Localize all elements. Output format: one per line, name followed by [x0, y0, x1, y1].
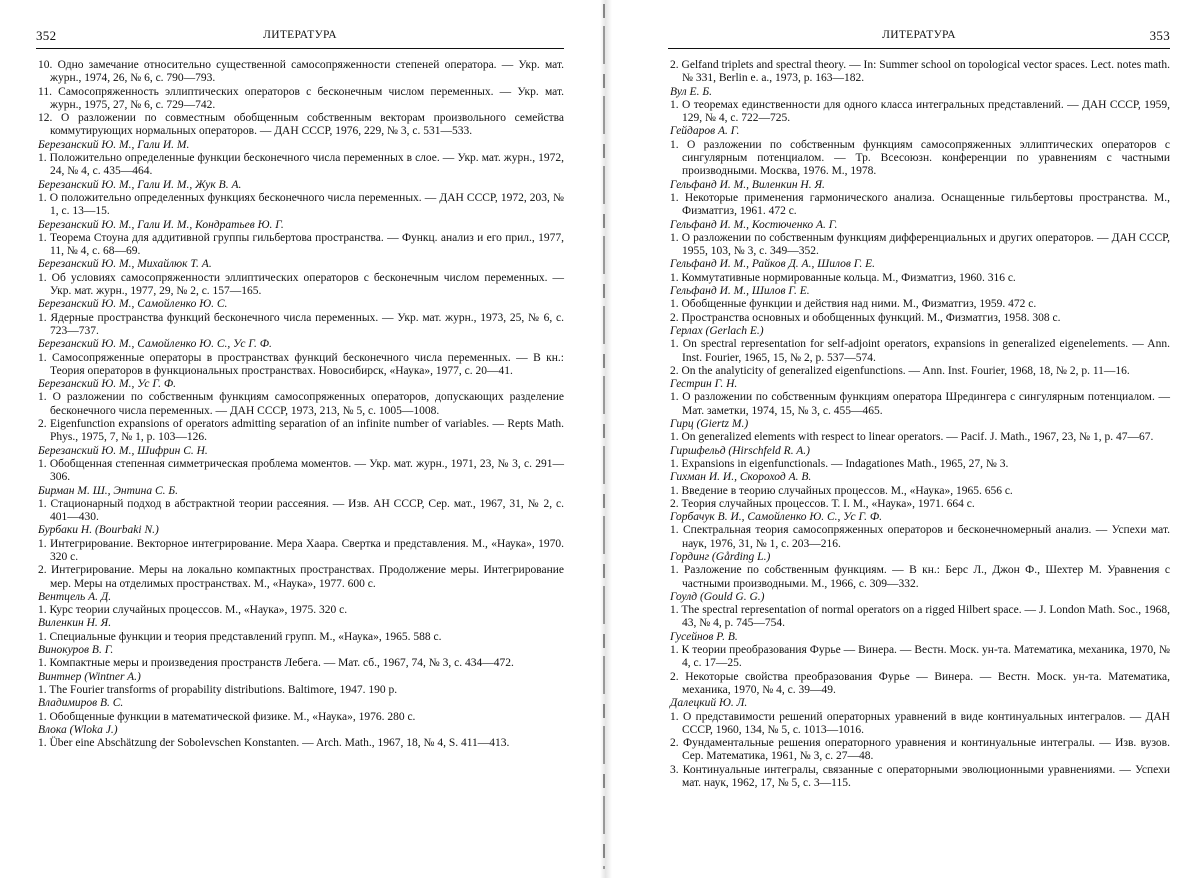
- reference-entry: 1. Спектральная теория самосопряженных операторов и бесконечномерный анализ. — Успехи мат. наук, 1976, 31, № 1, с. 203—216.: [670, 524, 1170, 550]
- reference-entry: 1. Курс теории случайных процессов. М., «Наука», 1975. 320 с.: [38, 604, 348, 617]
- author-heading: Вентцель А. Д.: [38, 590, 112, 603]
- author-heading: Влока (Wloka J.): [38, 723, 118, 736]
- author-heading: Березанский Ю. М., Шифрин С. Н.: [38, 444, 208, 457]
- author-heading: Горбачук В. И., Самойленко Ю. С., Ус Г. Ф.: [670, 511, 883, 524]
- author-heading: Бирман М. Ш., Энтина С. Б.: [38, 484, 179, 497]
- author-heading: Гихман И. И., Скороход А. В.: [670, 471, 812, 484]
- author-heading: Бурбаки Н. (Bourbaki N.): [38, 524, 159, 537]
- author-heading: Гестрин Г. Н.: [670, 378, 738, 391]
- author-heading: Владимиров В. С.: [38, 697, 124, 710]
- page-header: [36, 26, 564, 49]
- reference-entry: 2. Фундаментальные решения операторного уравнения и континуальные интегралы. — Изв. вузов. Сер. Математика, 1961, № 3, с. 27—48.: [670, 737, 1170, 763]
- reference-entry: 1. Некоторые применения гармонического анализа. Оснащенные гильбертовы пространства. М., Физматгиз, 1961. 472 с.: [670, 191, 1170, 218]
- author-heading: Гординг (Gårding L.): [670, 550, 771, 563]
- author-heading: Гельфанд И. М., Виленкин Н. Я.: [670, 178, 825, 191]
- reference-entry: 1. Ядерные пространства функций бесконечного числа переменных. — Укр. мат. журн., 1973, 25, № 6, с. 723—737.: [38, 311, 564, 337]
- reference-entry: 1. Специальные функции и теория представлений групп. М., «Наука», 1965. 588 с.: [38, 630, 442, 643]
- reference-entry: 1. Теорема Стоуна для аддитивной группы гильбертова пространства. — Функц. анализ и его прил., 1977, 11, № 4, с. 68—69.: [38, 231, 564, 258]
- author-heading: Виленкин Н. Я.: [38, 617, 112, 630]
- reference-entry: 1. Введение в теорию случайных процессов. М., «Наука», 1965. 656 с.: [670, 484, 1013, 497]
- reference-entry: 2. Теория случайных процессов. Т. I. М., «Наука», 1971. 664 с.: [670, 497, 975, 510]
- bibliography-list: [668, 59, 1170, 790]
- reference-entry: 1. On spectral representation for self-adjoint operators, expansions in generalized eigenelements. — Ann. Inst. Fourier, 1965, 15, № 2, p. 537—574.: [670, 338, 1170, 364]
- author-heading: Гиршфельд (Hirschfeld R. A.): [670, 444, 810, 457]
- author-heading: Гельфанд И. М., Шилов Г. Е.: [670, 285, 810, 298]
- reference-entry: 1. О разложении по собственным функциям дифференциальных и других операторов. — ДАН СССР, 1955, 103, № 3, с. 349—352.: [670, 231, 1170, 258]
- bibliography-list: [36, 59, 564, 750]
- reference-entry: 1. Самосопряженные операторы в пространствах функций бесконечного числа переменных. — В кн.: Теория операторов в функциональных пространствах. Новосибирск, «Наука», 1977, с. 20—41.: [38, 351, 564, 377]
- page-number: 353: [1149, 28, 1170, 43]
- reference-entry: 1. О разложении по собственным функциям самосопряженных эллиптических операторов с сингулярным потенциалом. — Тр. Всесоюзн. конференции по уравнениям с частными производными. Москва, 1976. М., 1978.: [670, 138, 1170, 178]
- reference-entry: 1. Обобщенная степенная симметрическая проблема моментов. — Укр. мат. журн., 1971, 23, № 3, с. 291—306.: [38, 457, 564, 484]
- reference-entry: 1. О представимости решений операторных уравнений в виде континуальных интегралов. — ДАН СССР, 1960, 134, № 5, с. 1013—1016.: [670, 710, 1170, 736]
- running-title: ЛИТЕРАТУРА: [882, 29, 956, 41]
- author-heading: Далецкий Ю. Л.: [670, 697, 748, 710]
- author-heading: Гельфанд И. М., Костюченко А. Г.: [670, 218, 838, 231]
- right-page: [600, 0, 1200, 878]
- reference-entry: 1. О теоремах единственности для одного класса интегральных представлений. — ДАН СССР, 1959, 129, № 4, с. 722—725.: [670, 98, 1170, 125]
- reference-entry: 1. Об условиях самосопряженности эллиптических операторов с бесконечным числом переменных. — Укр. мат. журн., 1977, 29, № 2, с. 157—165.: [38, 271, 564, 298]
- reference-entry: 1. The spectral representation of normal operators on a rigged Hilbert space. — J. London Math. Soc., 1968, 43, № 4, p. 745—754.: [670, 604, 1170, 630]
- page-number: 352: [36, 28, 57, 43]
- author-heading: Герлах (Gerlach E.): [670, 324, 764, 337]
- author-heading: Гоулд (Gould G. G.): [670, 590, 765, 603]
- reference-entry: 1. On generalized elements with respect to linear operators. — Pacif. J. Math., 1967, 23, № 1, p. 47—67.: [670, 431, 1154, 444]
- reference-entry: 1. Обобщенные функции и действия над ними. М., Физматгиз, 1959. 472 с.: [670, 298, 1037, 311]
- author-heading: Винокуров В. Г.: [38, 644, 114, 657]
- reference-entry: 1. О разложении по собственным функциям самосопряженных операторов, допускающих разделение бесконечного числа переменных. — ДАН СССР, 1973, 213, № 5, с. 1005—1008.: [38, 391, 564, 417]
- author-heading: Березанский Ю. М., Самойленко Ю. С.: [38, 298, 228, 311]
- author-heading: Вул Е. Б.: [670, 85, 712, 98]
- running-title: ЛИТЕРАТУРА: [263, 29, 337, 41]
- reference-entry: 2. Некоторые свойства преобразования Фурье — Винера. — Вестн. Моск. ун-та. Математика, механика, 1970, № 4, с. 39—49.: [670, 670, 1170, 696]
- reference-entry: 1. К теории преобразования Фурье — Винера. — Вестн. Моск. ун-та. Математика, механика, 1970, № 4, с. 17—25.: [670, 644, 1170, 670]
- author-heading: Березанский Ю. М., Гали И. М., Жук В. А.: [38, 178, 242, 191]
- reference-entry: 1. О разложении по собственным функциям оператора Шредингера с сингулярным потенциалом. — Мат. заметки, 1974, 15, № 3, с. 455—465.: [670, 391, 1170, 417]
- reference-entry: 1. Интегрирование. Векторное интегрирование. Мера Хаара. Свертка и представления. М., «Наука», 1970. 320 с.: [38, 537, 564, 563]
- reference-entry: 2. Пространства основных и обобщенных функций. М., Физматгиз, 1958. 308 с.: [670, 311, 1061, 324]
- author-heading: Гусейнов Р. В.: [670, 630, 738, 643]
- reference-entry: 11. Самосопряженность эллиптических операторов с бесконечным числом переменных. — Укр. мат. журн., 1975, 27, № 6, с. 729—742.: [38, 85, 564, 111]
- author-heading: Березанский Ю. М., Михайлюк Т. А.: [38, 258, 212, 271]
- reference-entry: 2. Интегрирование. Меры на локально компактных пространствах. Продолжение меры. Интегрирование мер. Меры на отделимых пространствах. М., «Наука», 1977. 600 с.: [38, 564, 564, 590]
- author-heading: Березанский Ю. М., Ус Г. Ф.: [38, 378, 176, 391]
- reference-entry: 12. О разложении по совместным обобщенным собственным векторам произвольного семейства коммутирующих нормальных операторов. — ДАН СССР, 1976, 229, № 3, с. 531—533.: [38, 112, 564, 138]
- author-heading: Винтнер (Wintner A.): [38, 670, 141, 683]
- reference-entry: 2. On the analyticity of generalized eigenfunctions. — Ann. Inst. Fourier, 1968, 18, № 2, p. 11—16.: [670, 364, 1130, 377]
- reference-entry: 1. Стационарный подход в абстрактной теории рассеяния. — Изв. АН СССР, Сер. мат., 1967, 31, № 2, с. 401—430.: [38, 497, 564, 524]
- author-heading: Березанский Ю. М., Гали И. М.: [38, 138, 190, 151]
- reference-entry: 10. Одно замечание относительно существенной самосопряженности степеней оператора. — Укр. мат. журн., 1974, 26, № 6, с. 790—793.: [38, 59, 564, 85]
- author-heading: Березанский Ю. М., Самойленко Ю. С., Ус Г. Ф.: [38, 338, 272, 351]
- reference-entry: 1. The Fourier transforms of propability distributions. Baltimore, 1947. 190 p.: [38, 683, 398, 696]
- reference-entry: 1. О положительно определенных функциях бесконечного числа переменных. — ДАН СССР, 1972, 203, № 1, с. 13—15.: [38, 191, 564, 218]
- reference-entry: 1. Über eine Abschätzung der Sobolevschen Konstanten. — Arch. Math., 1967, 18, № 4, S. 411—413.: [38, 737, 510, 750]
- reference-entry: 3. Континуальные интегралы, связанные с операторными эволюционными уравнениями. — Успехи мат. наук, 1962, 17, № 5, с. 3—115.: [670, 763, 1170, 790]
- author-heading: Гейдаров А. Г.: [670, 125, 740, 138]
- author-heading: Березанский Ю. М., Гали И. М., Кондратьев Ю. Г.: [38, 218, 284, 231]
- reference-entry: 1. Коммутативные нормированные кольца. М., Физматгиз, 1960. 316 с.: [670, 271, 1016, 284]
- author-heading: Гирц (Giertz M.): [670, 418, 749, 431]
- reference-entry: 1. Положительно определенные функции бесконечного числа переменных в слое. — Укр. мат. журн., 1972, 24, № 4, с. 435—464.: [38, 152, 564, 178]
- reference-entry: 2. Eigenfunction expansions of operators admitting separation of an infinite number of variables. — Repts Math. Phys., 1975, 7, № 1, p. 103—126.: [38, 418, 564, 444]
- reference-entry: 1. Разложение по собственным функциям. — В кн.: Берс Л., Джон Ф., Шехтер М. Уравнения с частными производными. М., 1966, с. 309—332.: [670, 564, 1170, 590]
- reference-entry: 1. Компактные меры и произведения пространств Лебега. — Мат. сб., 1967, 74, № 3, с. 434—472.: [38, 657, 514, 670]
- reference-entry: 2. Gelfand triplets and spectral theory. — In: Summer school on topological vector spaces. Lect. notes math. № 331, Berlin e. a., 1973, p. 163—182.: [670, 59, 1170, 85]
- reference-entry: 1. Обобщенные функции в математической физике. М., «Наука», 1976. 280 с.: [38, 710, 416, 723]
- author-heading: Гельфанд И. М., Райков Д. А., Шилов Г. Е.: [670, 258, 876, 271]
- reference-entry: 1. Expansions in eigenfunctionals. — Indagationes Math., 1965, 27, № 3.: [670, 457, 1009, 470]
- page-header: [668, 26, 1170, 49]
